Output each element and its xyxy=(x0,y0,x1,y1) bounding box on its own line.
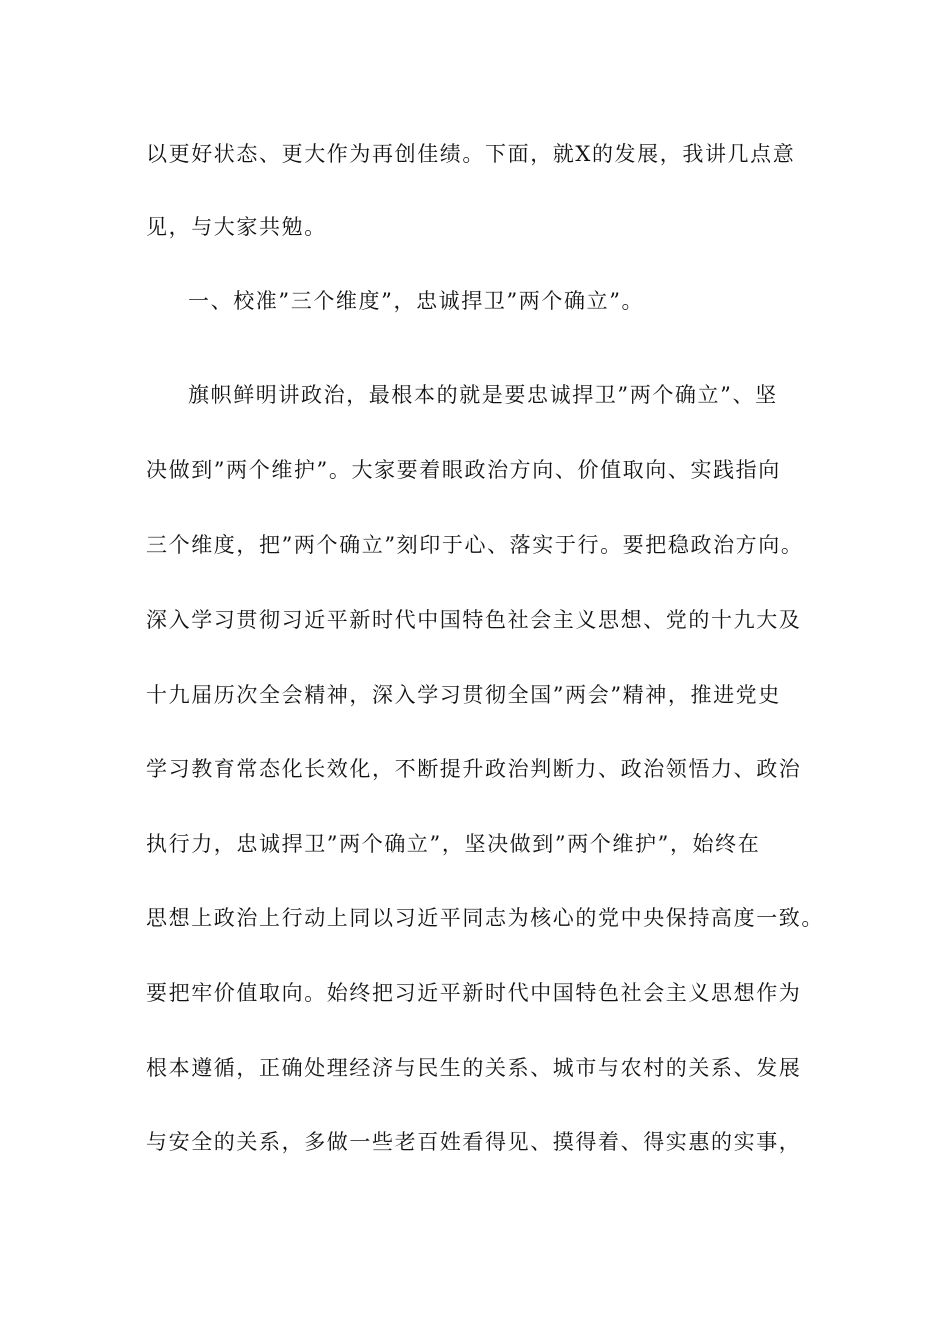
text-line-14: 与安全的关系，多做一些老百姓看得见、摸得着、得实惠的实事， xyxy=(146,1130,802,1154)
text-line-8: 十九届历次全会精神，深入学习贯彻全国”两会”精神，推进党史 xyxy=(146,683,781,707)
text-line-5: 决做到”两个维护”。大家要着眼政治方向、价值取向、实践指向 xyxy=(146,458,781,482)
text-line-2: 见，与大家共勉。 xyxy=(146,215,327,239)
text-line-6: 三个维度，把”两个确立”刻印于心、落实于行。要把稳政治方向。 xyxy=(146,533,804,557)
text-line-10: 执行力，忠诚捍卫”两个确立”，坚决做到”两个维护”，始终在 xyxy=(146,832,761,856)
text-line-11: 思想上政治上行动上同以习近平同志为核心的党中央保持高度一致。 xyxy=(146,906,824,930)
text-line-4: 旗帜鲜明讲政治，最根本的就是要忠诚捍卫”两个确立”、坚 xyxy=(188,383,778,407)
text-line-12: 要把牢价值取向。始终把习近平新时代中国特色社会主义思想作为 xyxy=(146,981,802,1005)
text-line-9: 学习教育常态化长效化，不断提升政治判断力、政治领悟力、政治 xyxy=(146,757,802,781)
text-line-13: 根本遵循，正确处理经济与民生的关系、城市与农村的关系、发展 xyxy=(146,1056,802,1080)
text-line-1: 以更好状态、更大作为再创佳绩。下面，就X的发展，我讲几点意 xyxy=(146,142,796,166)
text-line-7: 深入学习贯彻习近平新时代中国特色社会主义思想、党的十九大及 xyxy=(146,608,802,632)
section-heading: 一、校准”三个维度”，忠诚捍卫”两个确立”。 xyxy=(188,289,645,313)
